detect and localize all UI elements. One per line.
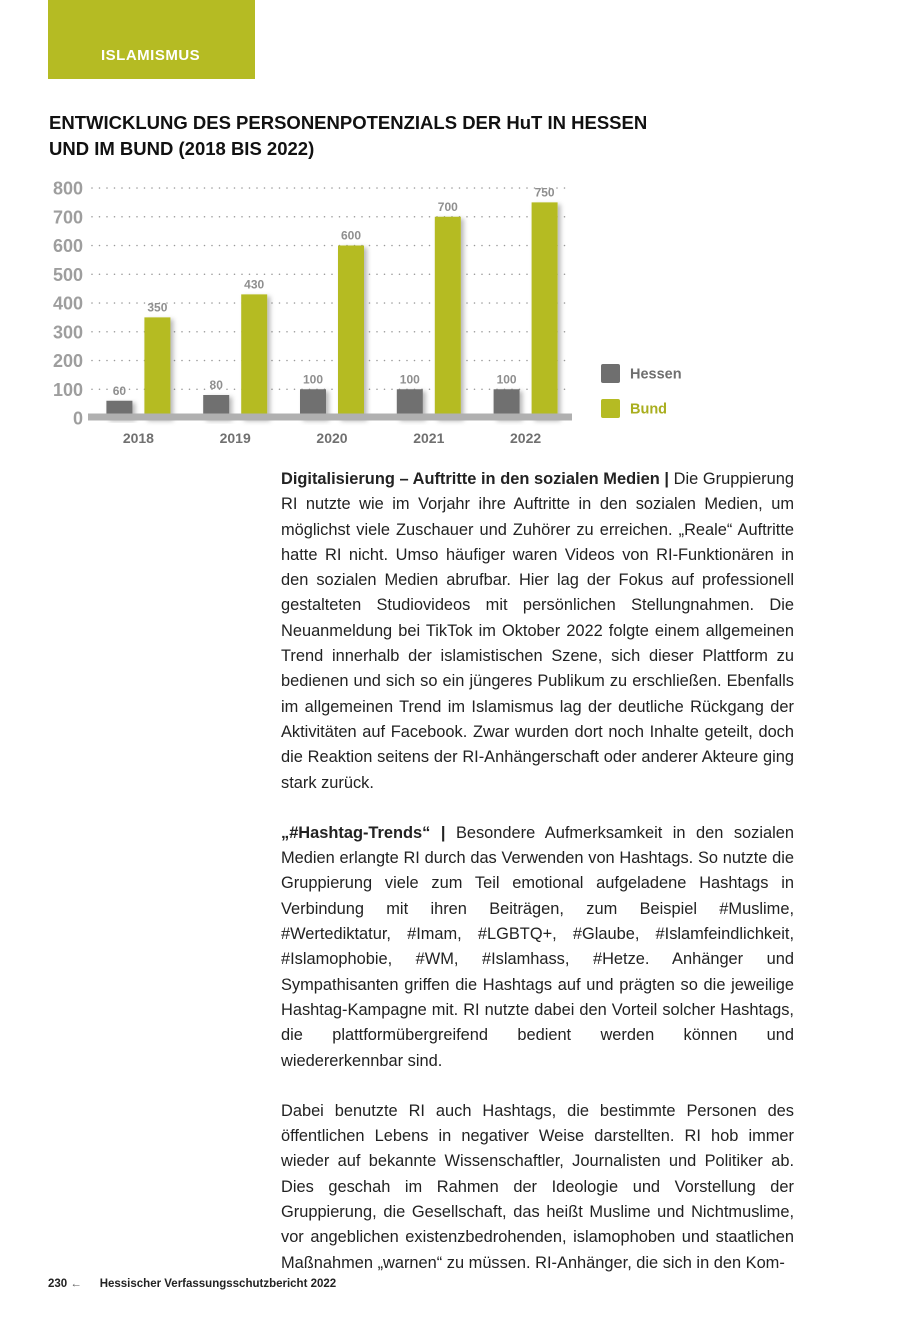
y-tick-label: 600 (52, 236, 83, 256)
legend-swatch-bund (601, 399, 620, 418)
data-label-bund: 350 (147, 300, 168, 315)
paragraph-text: Besondere Aufmerksamkeit in den sozialen Medien erlangte RI durch das Verwenden von Hashtags. So nutzte die Gruppierung viele zum Teil emotional aufgeladene Hashtags in Verbindung mit ihren Beiträgen, zum Beispiel #Muslime, #Wertediktatur, #Imam, #LGBTQ+, #Glaube, #Islamfeindlichkeit, #Islamophobie, #WM, #Islamhass, #Hetze. Anhänger und Sympathisanten griffen die Hashtags auf und prägten so die jeweilige Hashtag-Kampagne mit. RI nutzte dabei den Vorteil solcher Hashtags, die plattformübergreifend bedient werden können und wiedererkennbar sind. (281, 823, 794, 1070)
chart-legend (601, 364, 682, 418)
body-text (281, 467, 794, 1276)
bar-bund (144, 317, 170, 419)
page-number: 230 (48, 1278, 68, 1290)
y-tick-label: 100 (52, 379, 83, 400)
paragraph-text: Die Gruppierung RI nutzte wie im Vorjahr ihre Auftritte in den sozialen Medien, um möglichst viele Zuschauer und Zuhörer zu erreichen. „Reale“ Auftritte hatte RI nicht. Umso häufiger waren Videos von RI-Funktionären in den sozialen Medien abrufbar. Hier lag der Fokus auf professionell gestalteten Studiovideos mit persönlichen Stellungnahmen. Die Neuanmeldung bei TikTok im Oktober 2022 folgte einem allgemeinen Trend innerhalb der islamistischen Szene, sich dieser Plattform zu bedienen und sich so ein jüngeres Publikum zu erschließen. Ebenfalls im allgemeinen Trend im Islamismus lag der deutliche Rückgang der Aktivitäten auf Facebook. Zwar wurden dort noch Inhalte geteilt, doch die Reaktion seitens der RI-Anhängerschaft oder anderer Akteure ging stark zurück. (281, 470, 794, 792)
x-tick-label: 2020 (316, 430, 348, 446)
y-tick-label: 0 (72, 408, 83, 429)
paragraph-lead: „#Hashtag-Trends“ | (281, 823, 446, 842)
data-label-bund: 600 (340, 228, 362, 243)
bar-bund (338, 246, 364, 420)
bar-bund (532, 202, 558, 419)
chart-title-line1: ENTWICKLUNG DES PERSONENPOTENZIALS DER HuT IN HESSEN (49, 112, 648, 133)
bar-chart (40, 170, 720, 460)
x-tick-label: 2018 (122, 430, 154, 446)
chart-title-line2: UND IM BUND (2018 BIS 2022) (49, 138, 315, 159)
data-label-hessen: 100 (399, 372, 420, 387)
paragraph-text: Dabei benutzte RI auch Hashtags, die bestimmte Personen des öffentlichen Lebens in negativer Weise darstellten. RI hob immer wieder auf bekannte Wissenschaftler, Journalisten und Politiker ab. Dies geschah im Rahmen der Ideologie und Vorstellung der Gruppierung, die Gesellschaft, das heißt Muslime und Nichtmuslime, vor angeblichen existenzbedrohenden, islamophoben und staatlichen Maßnahmen „warnen“ zu müssen. RI-Anhänger, die sich in den Kom- (281, 1101, 794, 1272)
page-footer (48, 1278, 336, 1290)
y-tick-label: 400 (52, 293, 83, 314)
section-label: ISLAMISMUS (101, 47, 201, 64)
back-arrow-icon[interactable]: ← (70, 1278, 82, 1290)
running-title: Hessischer Verfassungsschutzbericht 2022 (99, 1278, 337, 1290)
bar-bund (435, 217, 461, 419)
paragraph-hashtag-trends (281, 821, 794, 1074)
data-label-bund: 700 (437, 199, 458, 214)
x-tick-label: 2022 (510, 430, 542, 446)
legend-label-hessen: Hessen (630, 366, 682, 383)
x-tick-label: 2019 (219, 430, 251, 446)
bar-bund (241, 294, 267, 419)
chart-bars (106, 185, 557, 419)
legend-label-bund: Bund (630, 401, 668, 418)
data-label-bund: 750 (534, 185, 555, 200)
section-tab (48, 0, 255, 79)
x-tick-label: 2021 (413, 430, 445, 446)
paragraph-personen (281, 1099, 794, 1276)
y-tick-label: 500 (52, 264, 83, 285)
data-label-hessen: 100 (496, 372, 517, 387)
data-label-hessen: 80 (209, 378, 223, 392)
chart-baseline (88, 414, 572, 421)
y-tick-label: 800 (52, 178, 83, 199)
data-label-bund: 430 (244, 277, 265, 292)
chart-title (49, 110, 689, 162)
y-tick-label: 700 (52, 207, 83, 228)
legend-swatch-hessen (601, 364, 620, 383)
y-tick-label: 200 (52, 351, 83, 371)
y-axis-ticks (53, 179, 83, 429)
x-axis-ticks (123, 430, 542, 446)
paragraph-lead: Digitalisierung – Auftritte in den sozialen Medien | (281, 470, 669, 488)
data-label-hessen: 60 (112, 383, 127, 398)
data-label-hessen: 100 (302, 372, 324, 387)
paragraph-digitalisierung (281, 467, 794, 796)
y-tick-label: 300 (52, 322, 83, 343)
